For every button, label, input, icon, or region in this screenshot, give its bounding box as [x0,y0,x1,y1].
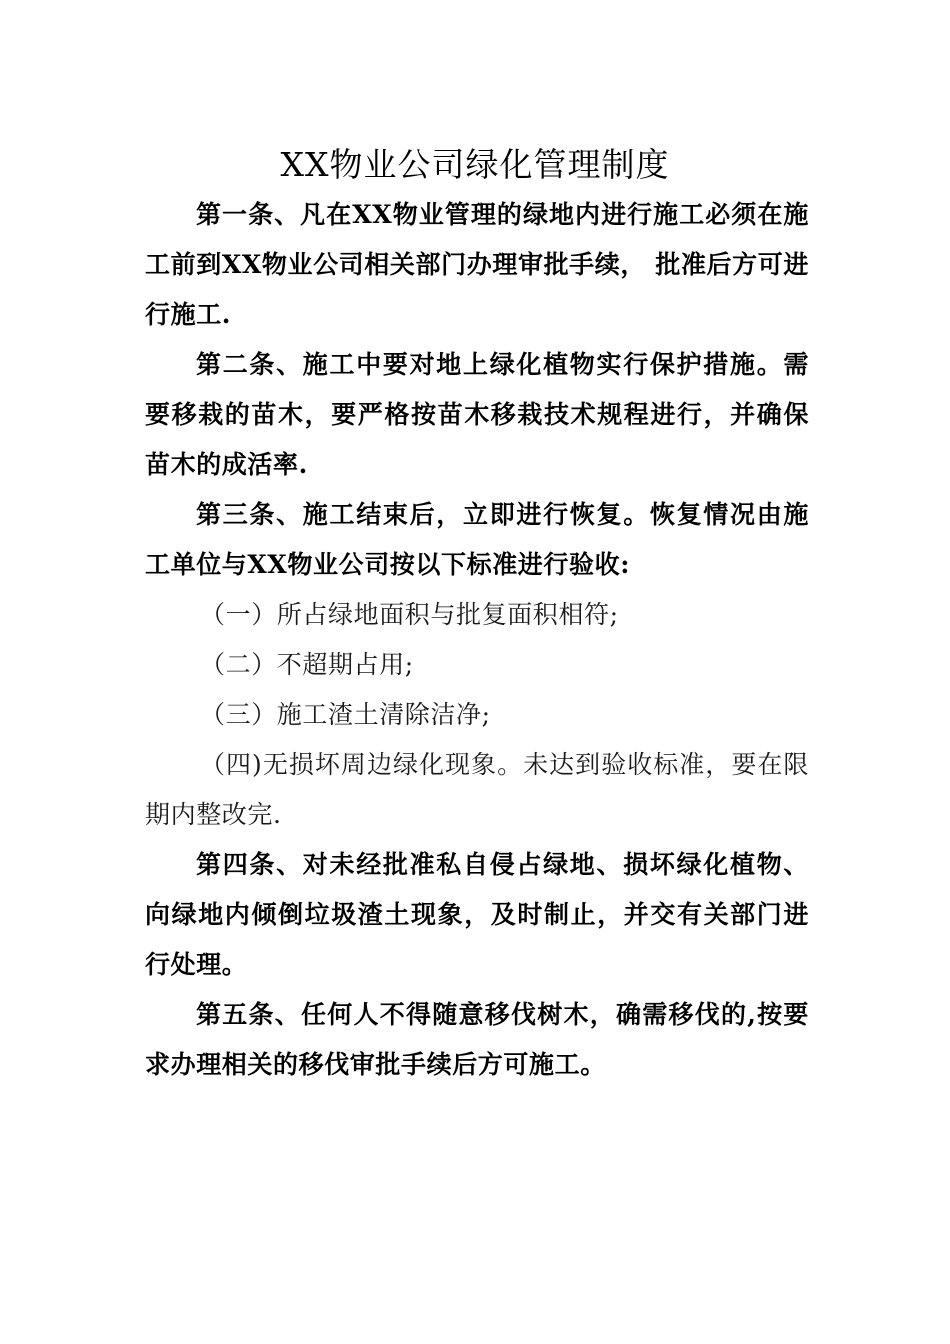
article-4: 第四条、对未经批准私自侵占绿地、损坏绿化植物、向绿地内倾倒垃圾渣土现象，及时制止，并交有关部门进行处理。 [145,850,809,979]
article-1: 第一条、凡在XX物业管理的绿地内进行施工必须在施工前到XX物业公司相关部门办理审批手续， 批准后方可进行施工. [145,200,809,329]
acceptance-item-4: （四)无损坏周边绿化现象。未达到验收标准，要在限期内整改完. [145,750,809,829]
article-5: 第五条、任何人不得随意移伐树木，确需移伐的,按要求办理相关的移伐审批手续后方可施工。 [145,1000,809,1079]
acceptance-item-1: （一）所占绿地面积与批复面积相符; [200,600,619,629]
acceptance-item-2: （二）不超期占用; [200,650,414,679]
document-title: XX物业公司绿化管理制度 [280,145,670,184]
article-3: 第三条、施工结束后，立即进行恢复。恢复情况由施工单位与XX物业公司按以下标准进行验收: [145,500,809,579]
acceptance-item-3: （三）施工渣土清除洁净; [200,700,491,729]
document-body [145,190,809,1090]
article-2: 第二条、施工中要对地上绿化植物实行保护措施。需要移栽的苗木，要严格按苗木移栽技术规程进行，并确保苗木的成活率. [145,350,809,479]
